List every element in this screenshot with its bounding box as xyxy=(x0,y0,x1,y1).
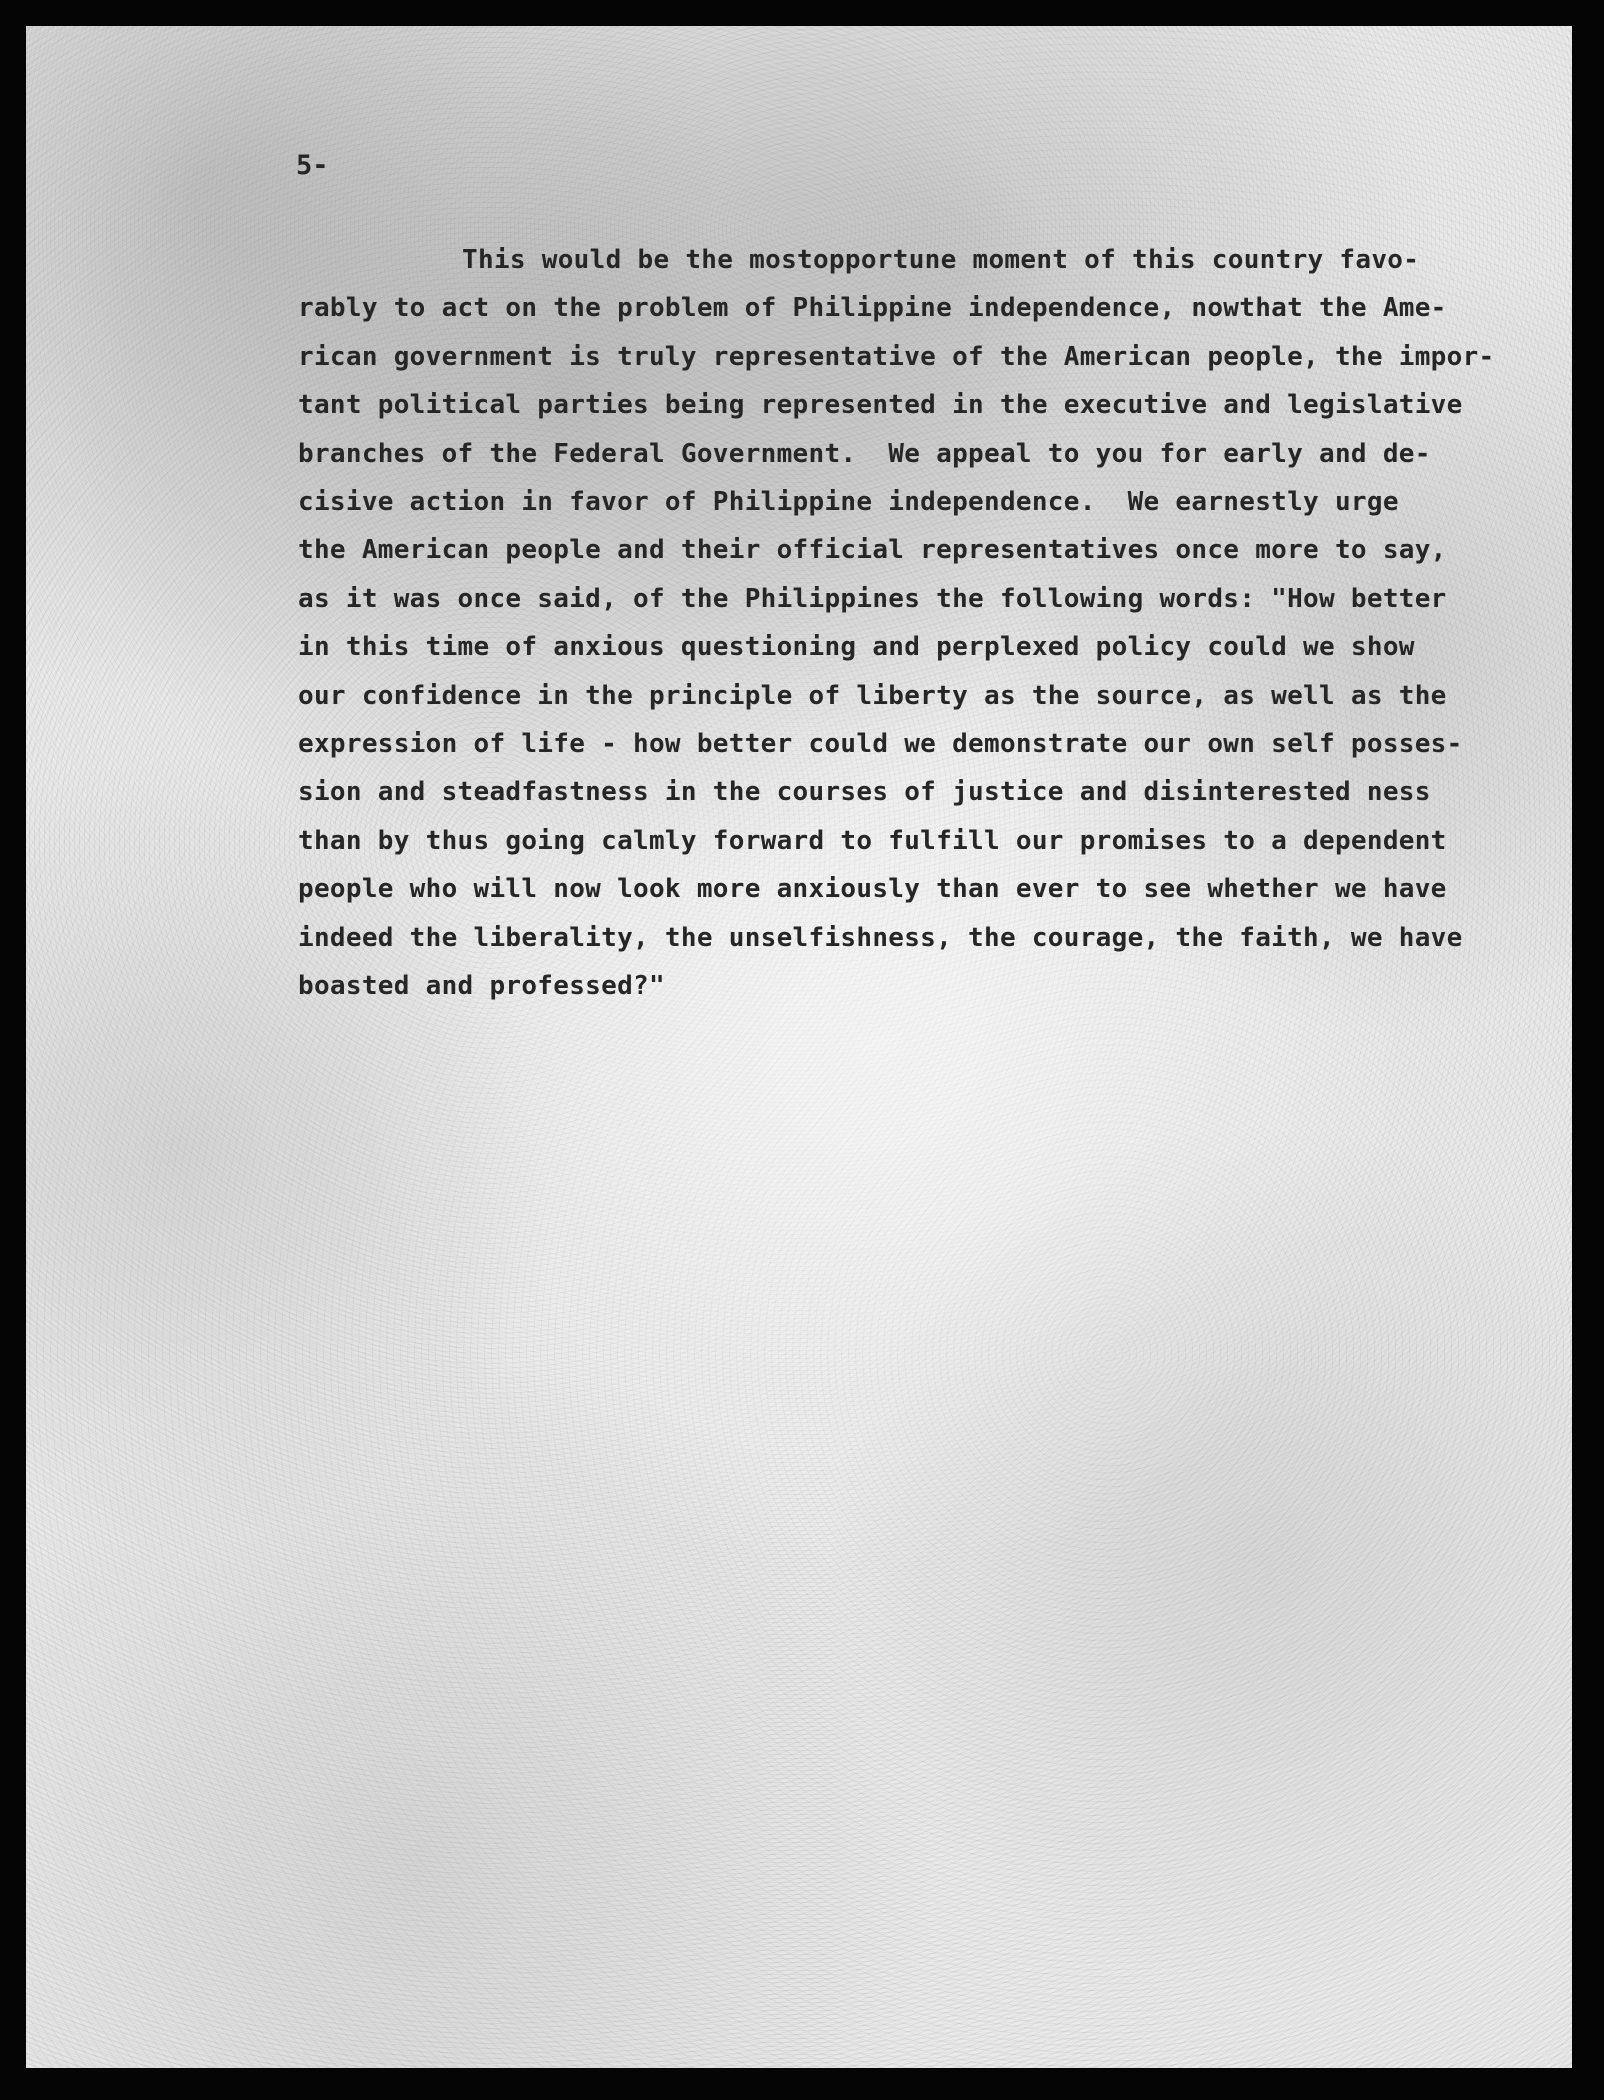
text-line: as it was once said, of the Philippines the following words: "How better xyxy=(298,583,1447,614)
text-line: the American people and their official representatives once more to say, xyxy=(298,535,1447,566)
body-paragraph xyxy=(298,236,1548,1011)
text-line: in this time of anxious questioning and perplexed policy could we show xyxy=(298,632,1415,663)
text-line: cisive action in favor of Philippine independence. We earnestly urge xyxy=(298,487,1399,518)
text-line: tant political parties being represented in the executive and legislative xyxy=(298,390,1463,421)
paper-page xyxy=(26,26,1572,2068)
text-line: branches of the Federal Government. We appeal to you for early and de- xyxy=(298,438,1431,469)
text-line: indeed the liberality, the unselfishness, the courage, the faith, we have xyxy=(298,922,1463,953)
text-line: expression of life - how better could we demonstrate our own self posses- xyxy=(298,729,1463,760)
text-line: boasted and professed?" xyxy=(298,971,665,1002)
text-line: This would be the mostopportune moment of this country favo- xyxy=(462,245,1420,275)
text-line: than by thus going calmly forward to fulfill our promises to a dependent xyxy=(298,825,1447,856)
text-line: rably to act on the problem of Philippine independence, nowthat the Ame- xyxy=(298,293,1447,324)
text-line: sion and steadfastness in the courses of justice and disinterested ness xyxy=(298,777,1431,808)
text-line: people who will now look more anxiously than ever to see whether we have xyxy=(298,874,1447,905)
text-line: our confidence in the principle of liberty as the source, as well as the xyxy=(298,680,1447,711)
text-line: rican government is truly representative of the American people, the impor- xyxy=(298,341,1495,372)
page-number: 5- xyxy=(296,150,329,181)
